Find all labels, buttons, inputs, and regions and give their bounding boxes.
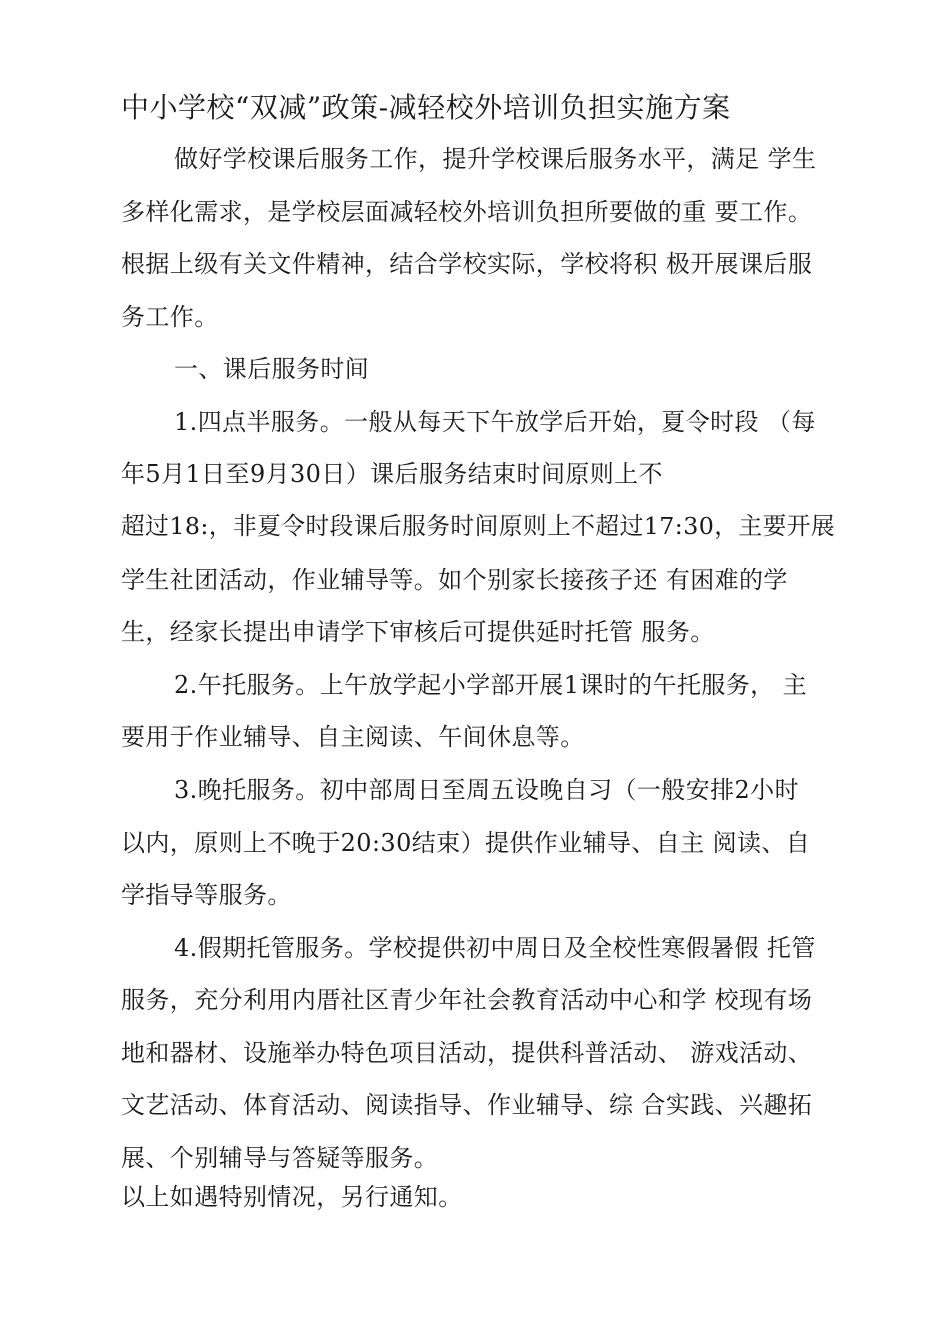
- paragraph-line: 3.晚托服务。初中部周日至周五设晚自习（一般安排2小时: [174, 776, 799, 804]
- paragraph-line: 2.午托服务。上午放学起小学部开展1课时的午托服务， 主: [174, 671, 807, 699]
- paragraph-line: 1.四点半服务。一般从每天下午放学后开始，夏令时段 （每: [174, 408, 816, 436]
- paragraph-line: 以内，原则上不晚于20:30结束）提供作业辅导、自主 阅读、自: [121, 829, 811, 857]
- paragraph-line: 以上如遇特别情况，另行通知。: [121, 1183, 463, 1211]
- paragraph-line: 做好学校课后服务工作，提升学校课后服务水平，满足 学生: [174, 145, 817, 173]
- paragraph-line: 超过18:，非夏令时段课后服务时间原则上不超过17:30，主要开展: [121, 512, 836, 540]
- document-title: 中小学校“双减”政策-减轻校外培训负担实施方案: [121, 91, 731, 124]
- paragraph-line: 服务，充分利用内厝社区青少年社会教育活动中心和学 校现有场: [121, 986, 813, 1014]
- section-heading: 一、课后服务时间: [174, 355, 370, 383]
- paragraph-line: 年5月1日至9月30日）课后服务结束时间原则上不: [121, 460, 663, 488]
- paragraph-line: 多样化需求，是学校层面减轻校外培训负担所要做的重 要工作。: [121, 198, 813, 226]
- paragraph-line: 展、个别辅导与答疑等服务。: [121, 1144, 439, 1172]
- paragraph-line: 4.假期托管服务。学校提供初中周日及全校性寒假暑假 托管: [174, 934, 816, 962]
- paragraph-line: 文艺活动、体育活动、阅读指导、作业辅导、综 合实践、兴趣拓: [121, 1091, 813, 1119]
- paragraph-line: 要用于作业辅导、自主阅读、午间休息等。: [121, 723, 585, 751]
- paragraph-line: 地和器材、设施举办特色项目活动，提供科普活动、 游戏活动、: [121, 1039, 813, 1067]
- paragraph-line: 学生社团活动，作业辅导等。如个别家长接孩子还 有困难的学: [121, 566, 788, 594]
- paragraph-line: 根据上级有关文件精神，结合学校实际，学校将积 极开展课后服: [121, 250, 813, 278]
- paragraph-line: 生，经家长提出申请学下审核后可提供延时托管 服务。: [121, 618, 715, 646]
- paragraph-line: 务工作。: [121, 303, 219, 331]
- paragraph-line: 学指导等服务。: [121, 881, 292, 909]
